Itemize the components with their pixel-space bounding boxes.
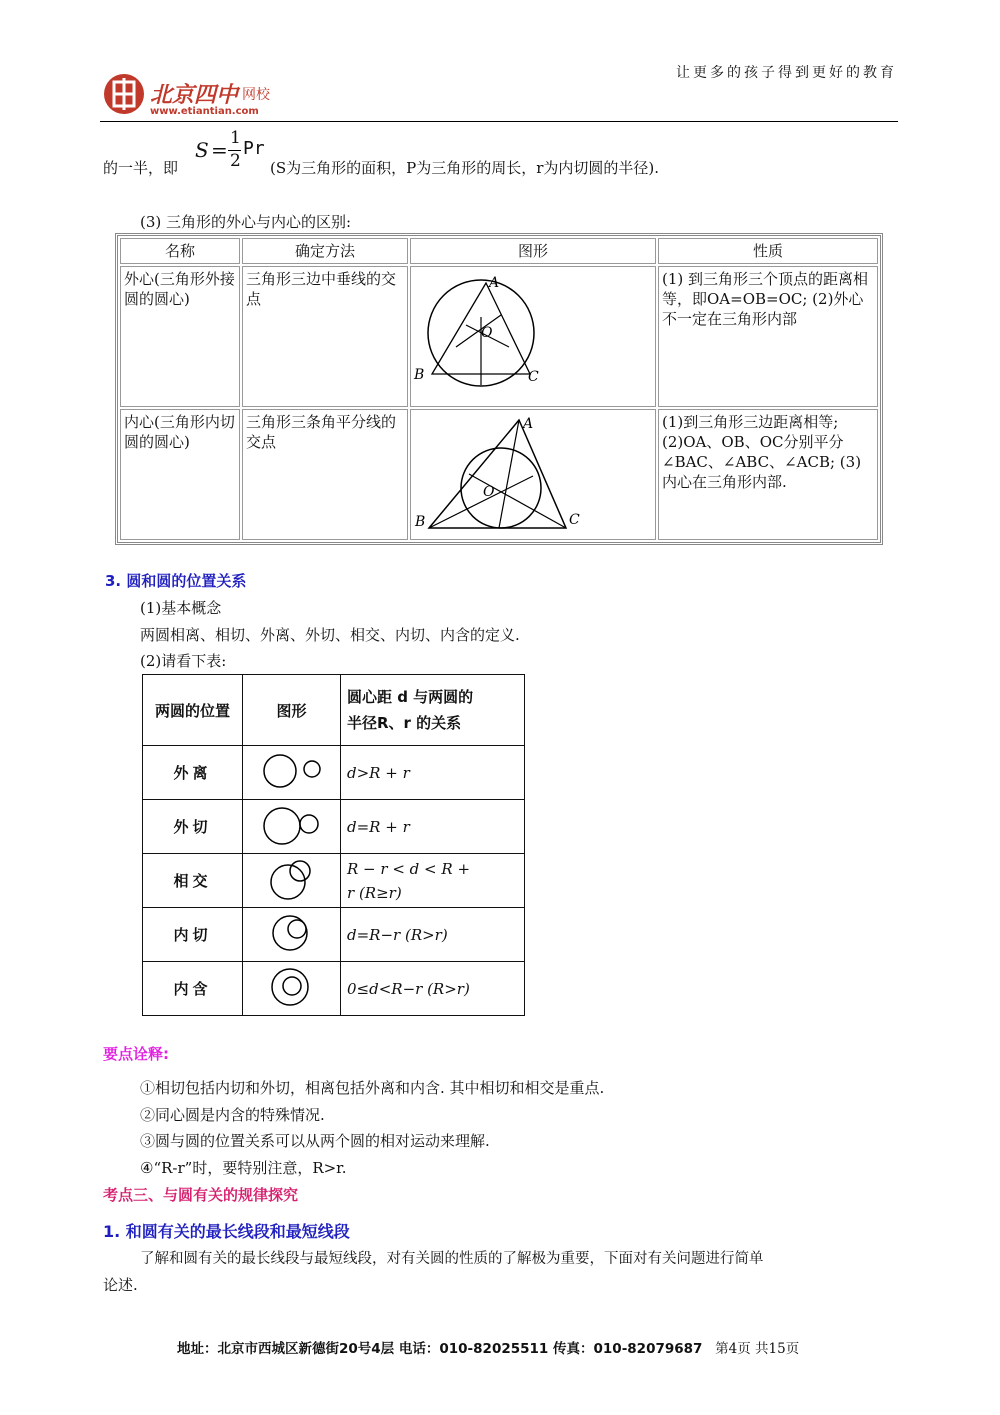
circumcenter-label-b: B xyxy=(414,367,425,383)
intro-note: (S为三角形的面积，P为三角形的周长，r为内切圆的半径). xyxy=(270,159,660,177)
kaodian-3-paragraph-line1: 了解和圆有关的最长线段与最短线段，对有关圆的性质的了解极为重要，下面对有关问题进行简单 xyxy=(140,1251,764,1267)
circle-position-title: 3. 圆和圆的位置关系 xyxy=(105,572,247,590)
circle-basic-concept: (1)基本概念 xyxy=(140,599,222,617)
relation-formula-line1: R − r < d < R + xyxy=(347,859,471,878)
kaodian-3-title: 考点三、与圆有关的规律探究 xyxy=(103,1186,299,1204)
relation-formula xyxy=(341,854,525,908)
figure-internal-tangent xyxy=(243,908,341,962)
incenter-name: 内心(三角形内切圆的圆心) xyxy=(120,409,240,540)
relation-formula-line2: r (R≥r) xyxy=(347,883,402,902)
circumcenter-property: (1) 到三角形三个顶点的距离相等，即OA=OB=OC; (2)外心不一定在三角形内部 xyxy=(658,266,878,407)
position-label: 内含 xyxy=(143,962,243,1016)
section-3-title: (3) 三角形的外心与内心的区别: xyxy=(140,213,352,231)
relation-formula: 0≤d<R−r (R>r) xyxy=(341,962,525,1016)
circle-relation-table xyxy=(142,674,525,1016)
header-logo xyxy=(100,70,300,118)
formula-s: S xyxy=(195,138,209,162)
table2-header-relation-line1: 圆心距 d 与两圆的 xyxy=(347,688,474,706)
key-point-item: ②同心圆是内含的特殊情况. xyxy=(140,1106,325,1124)
incenter-label-b: B xyxy=(415,514,426,530)
incenter-figure-cell xyxy=(410,409,656,540)
key-points-title: 要点诠释: xyxy=(103,1045,169,1063)
longest-shortest-title: 1. 和圆有关的最长线段和最短线段 xyxy=(103,1222,350,1241)
figure-separate xyxy=(243,746,341,800)
incenter-label-a: A xyxy=(523,416,534,432)
contained-circles-icon xyxy=(252,965,332,1009)
key-point-item: ③圆与圆的位置关系可以从两个圆的相对运动来理解. xyxy=(140,1132,490,1150)
position-label: 外离 xyxy=(143,746,243,800)
table1-header-method: 确定方法 xyxy=(242,238,408,264)
incenter-property: (1)到三角形三边距离相等;(2)OA、OB、OC分别平分∠BAC、∠ABC、∠ACB; (3)内心在三角形内部. xyxy=(658,409,878,540)
table2-header-relation-line2: 半径R、r 的关系 xyxy=(347,714,462,732)
formula-numerator: 1 xyxy=(230,128,241,148)
logo-url: www.etiantian.com xyxy=(150,106,259,117)
area-formula xyxy=(195,128,270,178)
figure-intersect xyxy=(243,854,341,908)
incenter-method: 三角形三条角平分线的交点 xyxy=(242,409,408,540)
relation-formula: d>R + r xyxy=(341,746,525,800)
circumcenter-method: 三角形三边中垂线的交点 xyxy=(242,266,408,407)
relation-formula: d=R + r xyxy=(341,800,525,854)
circumcenter-name: 外心(三角形外接圆的圆心) xyxy=(120,266,240,407)
kaodian-3-paragraph-line2: 论述. xyxy=(103,1276,138,1294)
key-point-item: ④“R-r”时，要特别注意，R>r. xyxy=(140,1159,347,1177)
table2-header-position: 两圆的位置 xyxy=(143,675,243,746)
incenter-label-c: C xyxy=(569,512,580,528)
intro-prefix: 的一半，即 xyxy=(103,159,179,177)
circumcircle-diagram xyxy=(411,267,649,401)
formula-eq: = xyxy=(211,138,228,162)
header-slogan: 让更多的孩子得到更好的教育 xyxy=(676,65,897,81)
formula-pr: Pr xyxy=(243,138,265,159)
intersecting-circles-icon xyxy=(252,857,332,901)
figure-external-tangent xyxy=(243,800,341,854)
figure-contain xyxy=(243,962,341,1016)
circumcenter-label-o: O xyxy=(481,325,493,341)
circumcenter-label-a: A xyxy=(489,275,500,291)
external-tangent-circles-icon xyxy=(252,803,332,847)
relation-formula: d=R−r (R>r) xyxy=(341,908,525,962)
circle-concept-desc: 两圆相离、相切、外离、外切、相交、内切、内含的定义. xyxy=(140,626,520,644)
internal-tangent-circles-icon xyxy=(252,911,332,955)
key-point-item: ①相切包括内切和外切，相离包括外离和内含. 其中相切和相交是重点. xyxy=(140,1079,605,1097)
position-label: 相交 xyxy=(143,854,243,908)
incircle-diagram xyxy=(411,410,649,534)
logo-seal-icon xyxy=(102,72,146,116)
header-divider xyxy=(100,121,898,122)
table2-header-relation xyxy=(341,675,525,746)
logo-subtitle: 网校 xyxy=(242,87,270,103)
circumcenter-label-c: C xyxy=(528,369,539,385)
table1-header-property: 性质 xyxy=(658,238,878,264)
circle-see-table: (2)请看下表: xyxy=(140,652,227,670)
logo-title: 北京四中 xyxy=(150,82,239,108)
position-label: 内切 xyxy=(143,908,243,962)
table1-header-name: 名称 xyxy=(120,238,240,264)
circumcenter-figure-cell xyxy=(410,266,656,407)
page-footer xyxy=(177,1337,799,1357)
separate-circles-icon xyxy=(252,749,332,793)
footer-address: 地址：北京市西城区新德街20号4层 电话：010-82025511 传真：010-82079687 xyxy=(177,1341,703,1357)
table2-header-figure: 图形 xyxy=(243,675,341,746)
table1-header-figure: 图形 xyxy=(410,238,656,264)
formula-denominator: 2 xyxy=(230,151,241,171)
position-label: 外切 xyxy=(143,800,243,854)
footer-page-number: 第4页 共15页 xyxy=(715,1341,800,1357)
center-comparison-table xyxy=(115,233,883,545)
incenter-label-o: O xyxy=(483,484,495,500)
